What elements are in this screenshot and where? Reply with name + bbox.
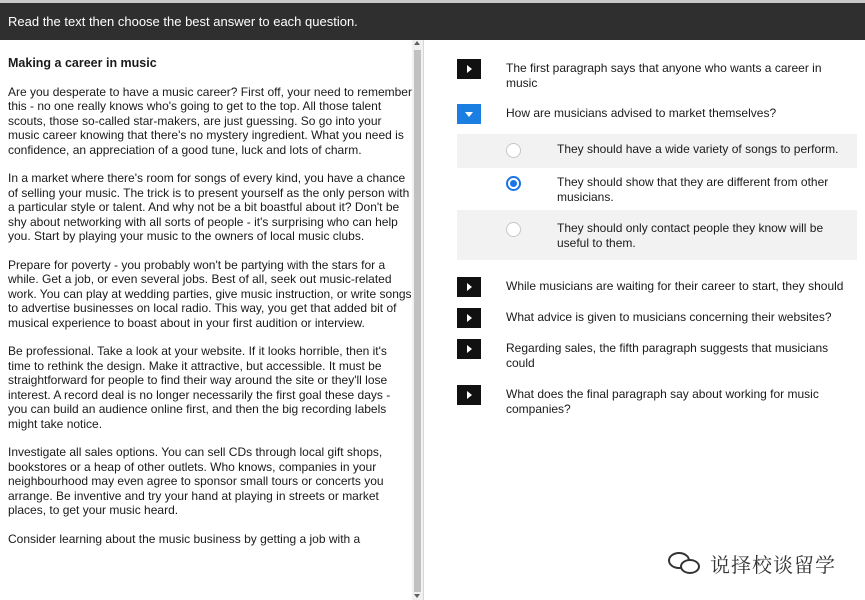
passage-title: Making a career in music — [8, 56, 157, 70]
instruction-text: Read the text then choose the best answer to each question. — [8, 14, 358, 29]
passage-paragraph: Be professional. Take a look at your website. If it looks horrible, then it's time to rethink the design. Make it attractive, but accessible. It must be straightforward for people to find their way around the site or they'll lose interest. A record deal is no longer necessarily the first goal these days - you can build an audience online first, and then the big recording labels might take notice. — [8, 344, 391, 431]
answer-option-1[interactable] — [457, 134, 857, 168]
expand-toggle-button[interactable] — [457, 308, 481, 328]
caret-right-icon — [467, 345, 472, 353]
question-text: How are musicians advised to market themselves? — [506, 106, 777, 120]
passage-paragraph: Prepare for poverty - you probably won't be partying with the stars for a while. Get a job, or even several jobs. Best of all, seek out music-related work. You can play at wedding parties, give music instruction, or write songs to advertise businesses on local radio. This way, you get that added bit of musical experience to boast about in your first audition or interview. — [8, 257, 412, 330]
caret-right-icon — [467, 283, 472, 291]
caret-right-icon — [467, 65, 472, 73]
passage-paragraph: Investigate all sales options. You can sell CDs through local gift shops, bookstores or a heap of other outlets. Who knows, companies in your neighbourhood may even agree to sponsor small tours or concerts you arrange. Be inventive and try your hand at playing in streets or market places, to get your music heard. — [8, 445, 384, 517]
radio-button-selected[interactable] — [506, 176, 521, 191]
option-text: They should have a wide variety of songs to perform. — [557, 142, 839, 156]
answer-options — [457, 134, 857, 260]
question-text: Regarding sales, the fifth paragraph suggests that musicians could — [506, 341, 829, 370]
question-text: What advice is given to musicians concerning their websites? — [506, 310, 832, 324]
question-text: While musicians are waiting for their career to start, they should — [506, 279, 844, 293]
scrollbar-thumb[interactable] — [414, 50, 421, 592]
passage — [8, 56, 412, 560]
scroll-up-arrow-icon[interactable] — [414, 41, 420, 45]
scroll-down-arrow-icon[interactable] — [414, 594, 420, 598]
passage-panel[interactable] — [0, 40, 424, 600]
passage-scrollbar[interactable] — [412, 40, 423, 600]
watermark-text: 说择校谈留学 — [710, 554, 836, 577]
answer-option-2[interactable] — [457, 168, 857, 210]
passage-paragraph: Are you desperate to have a music career? First off, your need to remember this - no one really knows who's going to get to the top. All those talent scouts, those so-called star-makers, are just guessing. So go into your music career knowing that there's no mystery ingredient. What you need is confidence, an appreciation of a good tune, luck and lots of charm. — [8, 84, 412, 157]
expand-toggle-button[interactable] — [457, 339, 481, 359]
radio-button[interactable] — [506, 143, 521, 158]
radio-button[interactable] — [506, 222, 521, 237]
option-text: They should show that they are different from other musicians. — [557, 175, 829, 204]
question-text: The first paragraph says that anyone who wants a career in music — [506, 61, 822, 90]
passage-paragraph: In a market where there's room for songs of every kind, you have a chance of selling your music. The trick is to present yourself as the only person with a particular style or talent. And why not be a bit boastful about it? Don't be shy about networking with all sorts of people - it's surprising who can help you. Start by playing your music to the owners of local music clubs. — [8, 171, 410, 243]
collapse-toggle-button[interactable] — [457, 104, 481, 124]
caret-down-icon — [465, 112, 473, 117]
questions-panel — [425, 40, 865, 600]
wechat-icon — [668, 550, 702, 576]
caret-right-icon — [467, 391, 472, 399]
option-text: They should only contact people they know will be useful to them. — [557, 221, 824, 250]
watermark — [668, 548, 836, 578]
instruction-bar — [0, 0, 865, 40]
expand-toggle-button[interactable] — [457, 277, 481, 297]
passage-paragraph: Consider learning about the music business by getting a job with a — [8, 531, 361, 546]
question-text: What does the final paragraph say about working for music companies? — [506, 387, 819, 416]
expand-toggle-button[interactable] — [457, 59, 481, 79]
expand-toggle-button[interactable] — [457, 385, 481, 405]
answer-option-3[interactable] — [457, 210, 857, 260]
caret-right-icon — [467, 314, 472, 322]
